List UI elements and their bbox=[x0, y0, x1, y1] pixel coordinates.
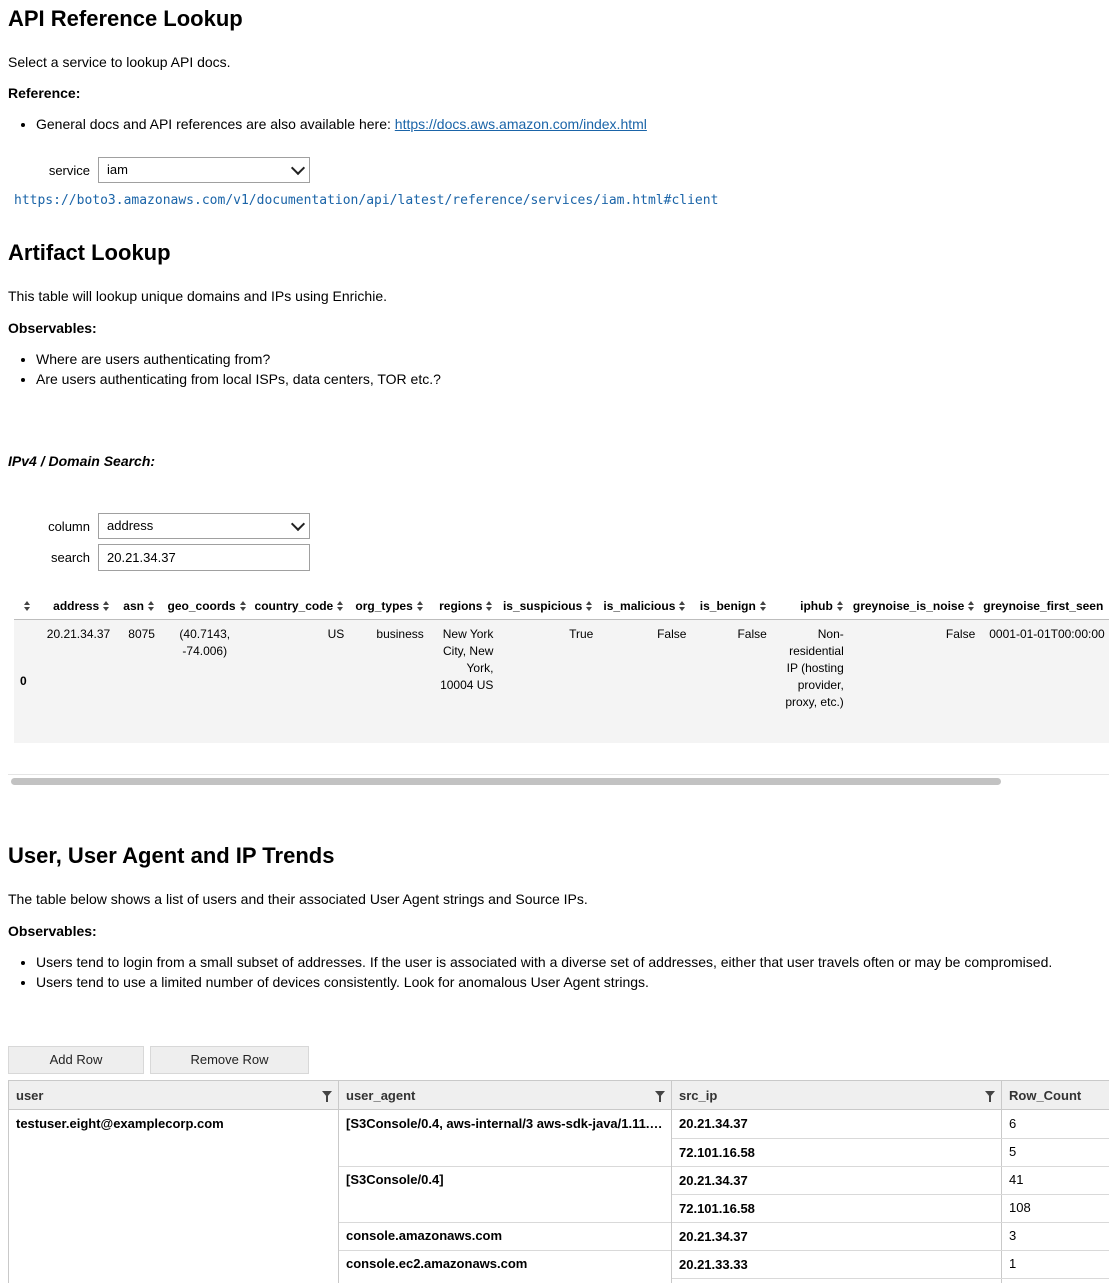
col-header-index[interactable] bbox=[14, 592, 35, 620]
artifact-intro: This table will lookup unique domains and IPs using Enrichie. bbox=[8, 288, 387, 304]
header-label: user bbox=[16, 1088, 44, 1103]
header-label: is_benign bbox=[699, 598, 756, 613]
horizontal-scrollbar[interactable] bbox=[8, 774, 1109, 789]
cell-src-ip[interactable]: 72.101.16.58 bbox=[679, 1201, 755, 1216]
cell-src-ip[interactable]: 20.21.34.37 bbox=[679, 1229, 748, 1244]
table-header-row bbox=[14, 592, 1109, 620]
list-item: • Where are users authenticating from? bbox=[36, 349, 441, 369]
filter-icon[interactable] bbox=[985, 1091, 995, 1097]
header-label: greynoise_is_noise bbox=[852, 598, 965, 613]
table-row bbox=[14, 620, 1109, 743]
sort-icon[interactable] bbox=[24, 601, 31, 611]
header-label: Row_Count bbox=[1009, 1088, 1082, 1103]
list-item: • Are users authenticating from local ISPs, data centers, TOR etc.? bbox=[36, 369, 441, 389]
cell-user-agent[interactable]: [S3Console/0.4, aws-internal/3 aws-sdk-java/1.11.… bbox=[346, 1116, 663, 1131]
cell-row-count[interactable]: 3 bbox=[1009, 1228, 1017, 1243]
header-label: iphub bbox=[800, 598, 833, 613]
api-section-title: API Reference Lookup bbox=[8, 6, 243, 31]
cell-regions: New York City, New York, 10004 US bbox=[428, 620, 498, 743]
grid-header-src-ip[interactable] bbox=[672, 1081, 1002, 1110]
cell-row-count[interactable]: 108 bbox=[1009, 1200, 1031, 1215]
artifact-table bbox=[14, 592, 1109, 743]
sort-icon[interactable] bbox=[760, 601, 767, 611]
sort-icon[interactable] bbox=[103, 601, 110, 611]
col-header-country-code[interactable] bbox=[251, 592, 349, 620]
grid-header-row-count[interactable] bbox=[1002, 1081, 1109, 1110]
sort-icon[interactable] bbox=[417, 601, 424, 611]
cell-src-ip[interactable]: 72.101.16.58 bbox=[679, 1145, 755, 1160]
cell-greynoise-first-seen: 0001-01-01T00:00:00 bbox=[979, 620, 1109, 743]
sort-icon[interactable] bbox=[337, 601, 344, 611]
header-label: greynoise_first_seen bbox=[983, 598, 1104, 613]
cell-row-count[interactable]: 41 bbox=[1009, 1172, 1024, 1187]
cell-address: 20.21.34.37 bbox=[35, 620, 114, 743]
trends-section-title: User, User Agent and IP Trends bbox=[8, 843, 335, 868]
service-value: iam bbox=[107, 162, 128, 177]
header-label: geo_coords bbox=[167, 598, 236, 613]
api-reference-bullet bbox=[36, 114, 647, 134]
sort-icon[interactable] bbox=[486, 601, 493, 611]
cell-row-count[interactable]: 6 bbox=[1009, 1116, 1017, 1131]
api-reference-list bbox=[8, 114, 647, 134]
cell-src-ip[interactable]: 20.21.34.37 bbox=[679, 1116, 748, 1131]
list-item: • Users tend to use a limited number of devices consistently. Look for anomalous User Agent strings. bbox=[36, 972, 1052, 992]
column-value: address bbox=[107, 518, 154, 533]
artifact-observables-list bbox=[8, 349, 441, 389]
ip-search-heading: IPv4 / Domain Search: bbox=[8, 453, 156, 469]
remove-row-button[interactable]: Remove Row bbox=[150, 1046, 309, 1074]
cell-row-count[interactable]: 5 bbox=[1009, 1144, 1017, 1159]
list-item: • Users tend to login from a small subset of addresses. If the user is associated with a diverse set of addresses, either that user travels often or may be compromised. bbox=[36, 952, 1052, 972]
cell-is-benign: False bbox=[690, 620, 770, 743]
cell-user-agent[interactable]: [S3Console/0.4] bbox=[346, 1172, 444, 1187]
sort-icon[interactable] bbox=[240, 601, 247, 611]
header-label: is_suspicious bbox=[502, 598, 583, 613]
cell-user-agent[interactable]: console.ec2.amazonaws.com bbox=[346, 1256, 528, 1271]
cell-is-suspicious: True bbox=[497, 620, 597, 743]
cell-user-agent[interactable]: console.amazonaws.com bbox=[346, 1228, 503, 1243]
header-label: asn bbox=[123, 598, 144, 613]
row-index: 0 bbox=[14, 620, 35, 743]
trends-observables-label: Observables: bbox=[8, 923, 97, 939]
col-header-address[interactable] bbox=[35, 592, 114, 620]
scrollbar-thumb[interactable] bbox=[11, 778, 1001, 785]
col-header-regions[interactable] bbox=[428, 592, 498, 620]
cell-src-ip[interactable]: 20.21.34.37 bbox=[679, 1173, 748, 1188]
trends-grid bbox=[8, 1080, 1109, 1283]
bullet-text: General docs and API references are also available here: bbox=[36, 116, 395, 132]
header-label: address bbox=[53, 598, 100, 613]
grid-header-user-agent[interactable] bbox=[339, 1081, 672, 1110]
header-label: user_agent bbox=[346, 1088, 416, 1103]
sort-icon[interactable] bbox=[586, 601, 593, 611]
col-header-iphub[interactable] bbox=[771, 592, 848, 620]
header-label: regions bbox=[439, 598, 483, 613]
api-result-url[interactable]: https://boto3.amazonaws.com/v1/documentation/api/latest/reference/services/iam.html#client bbox=[14, 193, 719, 208]
col-header-is-benign[interactable] bbox=[690, 592, 770, 620]
cell-src-ip[interactable]: 20.21.33.33 bbox=[679, 1257, 748, 1272]
sort-icon[interactable] bbox=[837, 601, 844, 611]
cell-iphub: Non-residential IP (hosting provider, proxy, etc.) bbox=[771, 620, 848, 743]
search-label: search bbox=[50, 550, 90, 565]
cell-geo-coords: (40.7143, -74.006) bbox=[159, 620, 251, 743]
cell-country-code: US bbox=[251, 620, 349, 743]
header-label: is_malicious bbox=[603, 598, 676, 613]
cell-org-types: business bbox=[348, 620, 428, 743]
cell-user[interactable]: testuser.eight@examplecorp.com bbox=[16, 1116, 224, 1131]
search-input[interactable]: 20.21.34.37 bbox=[98, 544, 310, 571]
header-label: org_types bbox=[355, 598, 413, 613]
chevron-down-icon bbox=[291, 517, 305, 531]
cell-asn: 8075 bbox=[114, 620, 159, 743]
grid-header-user[interactable] bbox=[9, 1081, 339, 1110]
sort-icon[interactable] bbox=[148, 601, 155, 611]
api-reference-label: Reference: bbox=[8, 85, 81, 101]
cell-is-malicious: False bbox=[597, 620, 690, 743]
col-header-greynoise-is-noise[interactable] bbox=[848, 592, 979, 620]
row-divider bbox=[672, 1278, 1109, 1279]
sort-icon[interactable] bbox=[968, 601, 975, 611]
add-row-button[interactable]: Add Row bbox=[8, 1046, 144, 1074]
filter-icon[interactable] bbox=[655, 1091, 665, 1097]
artifact-section-title: Artifact Lookup bbox=[8, 240, 171, 265]
trends-observables-list bbox=[8, 952, 1052, 992]
sort-icon[interactable] bbox=[679, 601, 686, 611]
filter-icon[interactable] bbox=[322, 1091, 332, 1097]
service-label: service bbox=[48, 163, 90, 178]
aws-docs-link[interactable]: https://docs.aws.amazon.com/index.html bbox=[394, 116, 647, 132]
column-select[interactable] bbox=[98, 513, 310, 539]
api-intro: Select a service to lookup API docs. bbox=[8, 54, 231, 70]
col-header-is-suspicious[interactable] bbox=[497, 592, 597, 620]
header-label: src_ip bbox=[679, 1088, 718, 1103]
chevron-down-icon bbox=[291, 161, 305, 175]
artifact-observables-label: Observables: bbox=[8, 320, 97, 336]
trends-intro: The table below shows a list of users and their associated User Agent strings and Source IPs. bbox=[8, 891, 588, 907]
column-label: column bbox=[48, 519, 90, 534]
col-header-greynoise-first-seen[interactable] bbox=[979, 592, 1109, 620]
cell-row-count[interactable]: 1 bbox=[1009, 1256, 1017, 1271]
header-label: country_code bbox=[254, 598, 334, 613]
service-select[interactable] bbox=[98, 157, 310, 183]
artifact-table-container bbox=[8, 592, 1109, 788]
cell-greynoise-is-noise: False bbox=[848, 620, 979, 743]
col-header-is-malicious[interactable] bbox=[597, 592, 690, 620]
col-header-geo-coords[interactable] bbox=[159, 592, 251, 620]
col-header-org-types[interactable] bbox=[348, 592, 428, 620]
col-header-asn[interactable] bbox=[114, 592, 159, 620]
